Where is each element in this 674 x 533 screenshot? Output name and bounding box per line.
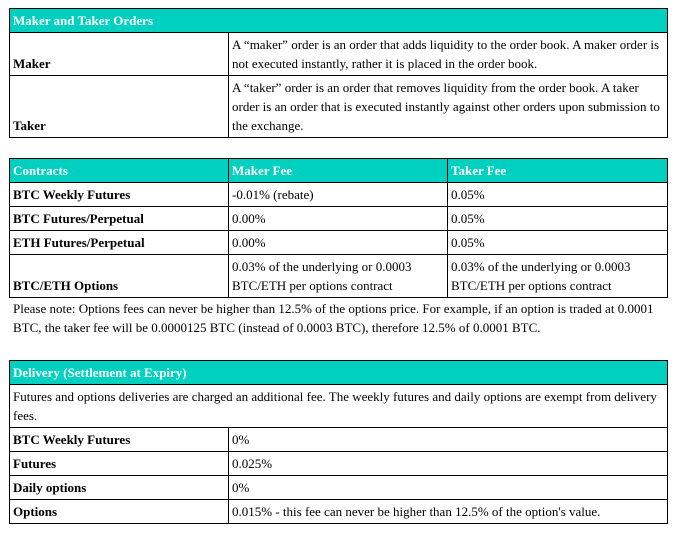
delivery-table — [9, 360, 668, 524]
contract-name: BTC/ETH Options — [10, 255, 229, 298]
delivery-label: Options — [10, 500, 229, 524]
delivery-title: Delivery (Settlement at Expiry) — [10, 361, 668, 385]
maker-fee-value: 0.00% — [229, 231, 448, 255]
contract-name: BTC Futures/Perpetual — [10, 207, 229, 231]
delivery-label: BTC Weekly Futures — [10, 428, 229, 452]
table-row — [10, 476, 668, 500]
delivery-value: 0% — [229, 476, 668, 500]
table-row — [10, 452, 668, 476]
maker-fee-value: 0.00% — [229, 207, 448, 231]
table-row — [10, 183, 668, 207]
taker-label: Taker — [10, 76, 229, 138]
taker-description: A “taker” order is an order that removes liquidity from the order book. A taker order is an order that is executed instantly against other orders upon submission to the exchange. — [229, 76, 668, 138]
table-row — [10, 255, 668, 298]
maker-taker-title: Maker and Taker Orders — [10, 9, 668, 33]
maker-description: A “maker” order is an order that adds liquidity to the order book. A maker order is not executed instantly, rather it is placed in the order book. — [229, 33, 668, 76]
delivery-label: Futures — [10, 452, 229, 476]
contracts-header: Contracts — [10, 159, 229, 183]
maker-label: Maker — [10, 33, 229, 76]
table-row — [10, 207, 668, 231]
taker-fee-value: 0.05% — [448, 207, 668, 231]
options-fee-note: Please note: Options fees can never be higher than 12.5% of the options price. For example, if an option is traded at 0.0001 BTC, the taker fee will be 0.0000125 BTC (instead of 0.0003 BTC), therefore 12.5% of 0.0001 BTC. — [13, 301, 654, 335]
delivery-label: Daily options — [10, 476, 229, 500]
delivery-value: 0.015% - this fee can never be higher than 12.5% of the option's value. — [229, 500, 668, 524]
taker-fee-value: 0.03% of the underlying or 0.0003 BTC/ETH per options contract — [448, 255, 668, 298]
maker-fee-value: -0.01% (rebate) — [229, 183, 448, 207]
delivery-value: 0% — [229, 428, 668, 452]
table-row — [10, 500, 668, 524]
table-row — [10, 428, 668, 452]
taker-fee-value: 0.05% — [448, 231, 668, 255]
table-row — [10, 33, 668, 76]
fees-table — [9, 158, 668, 298]
maker-fee-value: 0.03% of the underlying or 0.0003 BTC/ETH per options contract — [229, 255, 448, 298]
table-row — [10, 231, 668, 255]
table-row — [10, 385, 668, 428]
contract-name: BTC Weekly Futures — [10, 183, 229, 207]
taker-fee-header: Taker Fee — [448, 159, 668, 183]
table-row — [10, 76, 668, 138]
delivery-value: 0.025% — [229, 452, 668, 476]
maker-fee-header: Maker Fee — [229, 159, 448, 183]
delivery-intro: Futures and options deliveries are charged an additional fee. The weekly futures and daily options are exempt from delivery fees. — [10, 385, 668, 428]
taker-fee-value: 0.05% — [448, 183, 668, 207]
contract-name: ETH Futures/Perpetual — [10, 231, 229, 255]
maker-taker-table — [9, 8, 668, 138]
